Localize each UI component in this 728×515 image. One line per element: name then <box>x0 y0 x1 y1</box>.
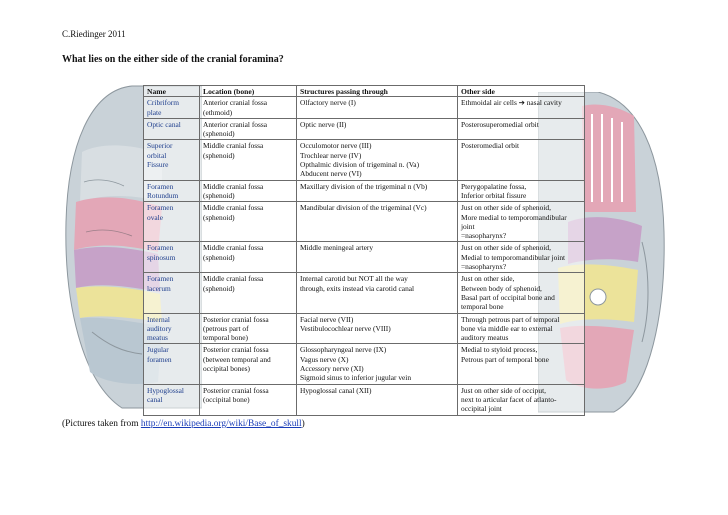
cell-line: Anterior cranial fossa <box>203 119 268 129</box>
cell-other-side <box>458 344 585 384</box>
cell-other-side <box>458 97 585 119</box>
cell-line: Accessory nerve (XI) <box>300 364 364 374</box>
table-body <box>144 97 585 415</box>
cell-line: (sphenoid) <box>203 150 235 160</box>
cell-line: Just on other side of sphenoid, <box>461 203 551 213</box>
cell-structures <box>297 97 458 119</box>
author-credit: C.Riedinger 2011 <box>62 29 126 39</box>
cell-line: bone via middle ear to external <box>461 323 553 333</box>
cell-line: Medial to temporomandibular joint <box>461 252 566 262</box>
cell-name <box>144 97 200 119</box>
table-row <box>144 313 585 344</box>
cell-structures <box>297 344 458 384</box>
cell-structures <box>297 242 458 273</box>
cell-line: Foramen <box>147 274 174 284</box>
cell-line: Occulomotor nerve (III) <box>300 141 372 151</box>
cell-line: occipital joint <box>461 404 502 414</box>
cell-name <box>144 202 200 242</box>
cell-line: =nasopharynx? <box>461 262 507 272</box>
cell-name <box>144 384 200 415</box>
cell-structures <box>297 384 458 415</box>
cell-line: Sigmoid sinus to inferior jugular vein <box>300 373 412 383</box>
cell-line: (sphenoid) <box>203 129 235 139</box>
cell-line: Hypoglossal <box>147 385 184 395</box>
cell-location <box>200 140 297 180</box>
cell-line: auditory meatus <box>461 333 509 343</box>
table-row <box>144 140 585 180</box>
cell-line: canal <box>147 394 163 404</box>
cell-line: Basal part of occipital bone and <box>461 292 555 302</box>
cell-other-side <box>458 273 585 313</box>
cell-other-side <box>458 202 585 242</box>
page-question-heading: What lies on the either side of the cranial foramina? <box>62 54 284 65</box>
cell-line: Between body of sphenoid, <box>461 283 542 293</box>
cell-structures <box>297 313 458 344</box>
cell-line: Posterosuperomedial orbit <box>461 119 539 129</box>
cell-line: auditory <box>147 323 172 333</box>
cell-line: orbital <box>147 150 167 160</box>
cell-line: Facial nerve (VII) <box>300 314 354 324</box>
cell-line: Just on other side of sphenoid, <box>461 243 551 253</box>
cell-line: Opthalmic division of trigeminal n. (Va) <box>300 160 420 170</box>
cell-name <box>144 140 200 180</box>
cell-line: Posterior cranial fossa <box>203 314 269 324</box>
cell-other-side <box>458 384 585 415</box>
cell-line: foramen <box>147 354 172 364</box>
cell-structures <box>297 202 458 242</box>
cell-line: Mandibular division of the trigeminal (Vc) <box>300 203 427 213</box>
table-row <box>144 202 585 242</box>
cell-line: Through petrous part of temporal <box>461 314 560 324</box>
cell-line: Vagus nerve (X) <box>300 354 349 364</box>
cell-location <box>200 313 297 344</box>
cell-line: temporal bone <box>461 302 504 312</box>
cell-location <box>200 118 297 140</box>
cell-location <box>200 384 297 415</box>
cell-line: (between temporal and <box>203 354 271 364</box>
table-row <box>144 118 585 140</box>
cell-line: Medial to styloid process, <box>461 345 538 355</box>
cell-line: Maxillary division of the trigeminal n (Vb) <box>300 181 428 191</box>
column-header-name: Name <box>144 86 200 97</box>
cell-line: Posterior cranial fossa <box>203 385 269 395</box>
table-row <box>144 242 585 273</box>
cell-line: occipital bones) <box>203 364 250 374</box>
cell-line: (petrous part of <box>203 323 249 333</box>
cell-name <box>144 313 200 344</box>
table-row <box>144 180 585 202</box>
cell-line: (sphenoid) <box>203 283 235 293</box>
table-row <box>144 384 585 415</box>
cell-line: Abducent nerve (VI) <box>300 169 362 179</box>
cell-line: Middle cranial fossa <box>203 203 264 213</box>
cell-line: through, exits instead via carotid canal <box>300 283 415 293</box>
cell-name <box>144 242 200 273</box>
cell-structures <box>297 180 458 202</box>
cell-location <box>200 202 297 242</box>
cell-location <box>200 242 297 273</box>
cell-line: Rotundum <box>147 190 179 200</box>
cell-line: (ethmoid) <box>203 107 233 117</box>
cell-line: Vestibulocochlear nerve (VIII) <box>300 323 391 333</box>
cell-line: Optic nerve (II) <box>300 119 347 129</box>
cell-line: Pterygopalatine fossa, <box>461 181 527 191</box>
cell-line: Petrous part of temporal bone <box>461 354 549 364</box>
cell-line: temporal bone) <box>203 333 248 343</box>
cell-line: Anterior cranial fossa <box>203 98 268 108</box>
cell-line: (sphenoid) <box>203 252 235 262</box>
cell-line: lacerum <box>147 283 171 293</box>
cell-line: Glossopharyngeal nerve (IX) <box>300 345 387 355</box>
cell-name <box>144 273 200 313</box>
cell-line: joint <box>461 221 475 231</box>
cranial-foramina-table-container <box>143 85 584 416</box>
wikipedia-source-link[interactable]: http://en.wikipedia.org/wiki/Base_of_skull <box>140 419 302 429</box>
table-row <box>144 97 585 119</box>
cell-line: plate <box>147 107 162 117</box>
picture-source-footer <box>62 419 305 429</box>
cell-line: spinosum <box>147 252 176 262</box>
cell-line: Foramen <box>147 203 174 213</box>
cell-line: Middle cranial fossa <box>203 141 264 151</box>
cell-structures <box>297 118 458 140</box>
column-header-structures: Structures passing through <box>297 86 458 97</box>
cell-location <box>200 97 297 119</box>
cell-line: Just on other side, <box>461 274 515 284</box>
cell-line: Inferior orbital fissure <box>461 190 527 200</box>
cell-line: Middle cranial fossa <box>203 243 264 253</box>
cell-name <box>144 180 200 202</box>
cell-line: next to articular facet of atlanto- <box>461 394 557 404</box>
cell-structures <box>297 273 458 313</box>
cell-line: Internal carotid but NOT all the way <box>300 274 408 284</box>
footer-suffix: ) <box>301 419 305 429</box>
cell-other-side <box>458 118 585 140</box>
cell-line: Optic canal <box>147 119 181 129</box>
cell-line: ovale <box>147 212 164 222</box>
table-row <box>144 273 585 313</box>
cell-location <box>200 344 297 384</box>
cell-line: Foramen <box>147 243 174 253</box>
column-header-location: Location (bone) <box>200 86 297 97</box>
cell-line: Foramen <box>147 181 174 191</box>
cell-line: More medial to temporomandibular <box>461 212 567 222</box>
cell-line: (occipital bone) <box>203 394 250 404</box>
cell-location <box>200 273 297 313</box>
cell-line: (sphenoid) <box>203 190 235 200</box>
cell-location <box>200 180 297 202</box>
cell-line: meatus <box>147 333 168 343</box>
cell-line: Ethmoidal air cells ➔ nasal cavity <box>461 98 562 108</box>
footer-prefix: (Pictures taken from <box>62 419 141 429</box>
table-header-row <box>144 86 585 97</box>
cell-line: Just on other side of occiput, <box>461 385 546 395</box>
cell-line: Olfactory nerve (I) <box>300 98 356 108</box>
cell-line: Cribriform <box>147 98 180 108</box>
cell-line: Superior <box>147 141 173 151</box>
cell-line: Middle meningeal artery <box>300 243 374 253</box>
cell-line: Middle cranial fossa <box>203 181 264 191</box>
cell-line: Posteromedial orbit <box>461 141 520 151</box>
cell-line: Fissure <box>147 160 169 170</box>
cell-line: Trochlear nerve (IV) <box>300 150 362 160</box>
cell-line: Middle cranial fossa <box>203 274 264 284</box>
cell-line: Internal <box>147 314 170 324</box>
column-header-other-side: Other side <box>458 86 585 97</box>
cell-line: =nasopharynx? <box>461 231 507 241</box>
cell-other-side <box>458 313 585 344</box>
table-row <box>144 344 585 384</box>
cell-line: Posterior cranial fossa <box>203 345 269 355</box>
cell-line: (sphenoid) <box>203 212 235 222</box>
cell-name <box>144 344 200 384</box>
cell-other-side <box>458 140 585 180</box>
cranial-foramina-table <box>143 85 585 416</box>
cell-line: Hypoglossal canal (XII) <box>300 385 372 395</box>
cell-name <box>144 118 200 140</box>
cell-other-side <box>458 180 585 202</box>
cell-structures <box>297 140 458 180</box>
cell-other-side <box>458 242 585 273</box>
cell-line: Jugular <box>147 345 169 355</box>
